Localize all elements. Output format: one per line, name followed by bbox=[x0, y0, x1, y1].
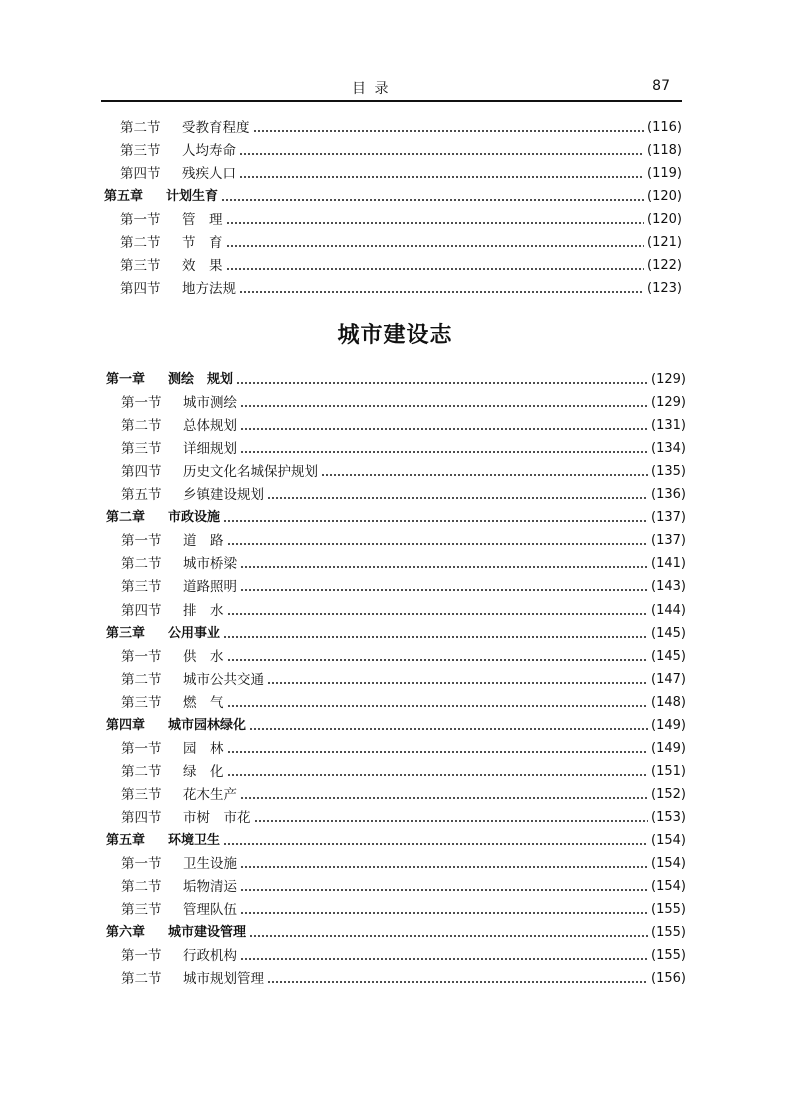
page-number: 87 bbox=[652, 78, 670, 94]
section-label: 第五节 bbox=[121, 487, 162, 503]
page-ref: (120) bbox=[647, 189, 682, 204]
page-ref: (136) bbox=[651, 487, 686, 502]
section-label: 第三节 bbox=[121, 441, 162, 457]
chapter-label: 第三章 bbox=[106, 626, 146, 641]
toc-section-row[interactable] bbox=[120, 117, 682, 139]
page-ref: (145) bbox=[651, 626, 686, 641]
toc-chapter-row[interactable] bbox=[106, 830, 686, 852]
page-ref: (120) bbox=[647, 212, 682, 227]
page-ref: (141) bbox=[651, 556, 686, 571]
section-label: 第三节 bbox=[120, 258, 161, 274]
dot-leader bbox=[267, 981, 648, 983]
dot-leader bbox=[240, 866, 648, 868]
chapter-label: 第二章 bbox=[106, 510, 146, 525]
page-ref: (134) bbox=[651, 441, 686, 456]
section-title: 受教育程度 bbox=[182, 120, 250, 136]
toc-chapter-row[interactable] bbox=[106, 507, 686, 529]
page-ref: (154) bbox=[651, 856, 686, 871]
running-header-title: 目 录 bbox=[352, 81, 391, 97]
page-ref: (152) bbox=[651, 787, 686, 802]
dot-leader bbox=[240, 405, 648, 407]
toc-section-row[interactable] bbox=[121, 784, 686, 806]
dot-leader bbox=[253, 130, 645, 132]
dot-leader bbox=[226, 245, 645, 247]
page-ref: (145) bbox=[651, 649, 686, 664]
section-title: 节 育 bbox=[182, 235, 223, 251]
dot-leader bbox=[226, 268, 645, 270]
toc-section-row[interactable] bbox=[120, 232, 682, 254]
section-label: 第二节 bbox=[121, 672, 162, 688]
dot-leader bbox=[240, 451, 648, 453]
toc-section-row[interactable] bbox=[121, 646, 686, 668]
dot-leader bbox=[240, 566, 648, 568]
chapter-label: 第一章 bbox=[106, 372, 146, 387]
toc-section-row[interactable] bbox=[121, 576, 686, 598]
section-title: 供 水 bbox=[183, 649, 224, 665]
chapter-label: 第六章 bbox=[106, 925, 146, 940]
section-title: 燃 气 bbox=[183, 695, 224, 711]
page-ref: (147) bbox=[651, 672, 686, 687]
chapter-title: 城市园林绿化 bbox=[168, 718, 247, 733]
section-label: 第二节 bbox=[120, 235, 161, 251]
section-label: 第一节 bbox=[121, 856, 162, 872]
section-label: 第四节 bbox=[121, 603, 162, 619]
toc-chapter-row[interactable] bbox=[106, 922, 686, 944]
toc-section-row[interactable] bbox=[121, 461, 686, 483]
page-ref: (119) bbox=[647, 166, 682, 181]
chapter-label: 第五章 bbox=[106, 833, 146, 848]
toc-section-row[interactable] bbox=[121, 853, 686, 875]
page-ref: (154) bbox=[651, 879, 686, 894]
dot-leader bbox=[240, 889, 648, 891]
dot-leader bbox=[240, 428, 648, 430]
section-title: 管 理 bbox=[182, 212, 223, 228]
dot-leader bbox=[267, 682, 648, 684]
section-title: 总体规划 bbox=[183, 418, 237, 434]
page-ref: (155) bbox=[651, 902, 686, 917]
toc-section-row[interactable] bbox=[121, 415, 686, 437]
dot-leader bbox=[227, 774, 649, 776]
toc-section-row[interactable] bbox=[121, 692, 686, 714]
toc-section-row[interactable] bbox=[121, 530, 686, 552]
page-ref: (131) bbox=[651, 418, 686, 433]
dot-leader bbox=[240, 958, 648, 960]
section-title: 园 林 bbox=[183, 741, 224, 757]
page-ref: (155) bbox=[651, 948, 686, 963]
dot-leader bbox=[226, 222, 645, 224]
page-ref: (118) bbox=[647, 143, 682, 158]
toc-section-row[interactable] bbox=[121, 807, 686, 829]
dot-leader bbox=[223, 843, 648, 845]
dot-leader bbox=[321, 474, 648, 476]
section-title: 管理队伍 bbox=[183, 902, 237, 918]
toc-section-row[interactable] bbox=[120, 140, 682, 162]
dot-leader bbox=[267, 497, 648, 499]
section-title: 效 果 bbox=[182, 258, 223, 274]
page-ref: (149) bbox=[651, 741, 686, 756]
section-label: 第一节 bbox=[121, 533, 162, 549]
dot-leader bbox=[254, 820, 649, 822]
dot-leader bbox=[240, 912, 648, 914]
page-ref: (156) bbox=[651, 971, 686, 986]
toc-section-row[interactable] bbox=[120, 255, 682, 277]
section-title: 道路照明 bbox=[183, 579, 237, 595]
section-label: 第三节 bbox=[121, 787, 162, 803]
toc-section-row[interactable] bbox=[121, 761, 686, 783]
section-label: 第一节 bbox=[121, 395, 162, 411]
section-title: 垢物清运 bbox=[183, 879, 237, 895]
page-ref: (123) bbox=[647, 281, 682, 296]
toc-section-row[interactable] bbox=[121, 392, 686, 414]
section-title: 行政机构 bbox=[183, 948, 237, 964]
dot-leader bbox=[223, 520, 648, 522]
page-ref: (144) bbox=[651, 603, 686, 618]
page-ref: (148) bbox=[651, 695, 686, 710]
page-ref: (116) bbox=[647, 120, 682, 135]
section-title: 绿 化 bbox=[183, 764, 224, 780]
toc-chapter-row[interactable] bbox=[106, 623, 686, 645]
toc-section-row[interactable] bbox=[120, 209, 682, 231]
page-ref: (154) bbox=[651, 833, 686, 848]
chapter-title: 测绘 规划 bbox=[168, 372, 234, 387]
page-ref: (129) bbox=[651, 372, 686, 387]
section-label: 第四节 bbox=[121, 810, 162, 826]
section-title: 地方法规 bbox=[182, 281, 236, 297]
chapter-title: 环境卫生 bbox=[168, 833, 221, 848]
page-ref: (129) bbox=[651, 395, 686, 410]
section-label: 第三节 bbox=[120, 143, 161, 159]
dot-leader bbox=[239, 176, 644, 178]
chapter-title: 计划生育 bbox=[166, 189, 219, 204]
section-label: 第三节 bbox=[121, 695, 162, 711]
chapter-title: 公用事业 bbox=[168, 626, 221, 641]
dot-leader bbox=[249, 728, 648, 730]
chapter-title: 市政设施 bbox=[168, 510, 221, 525]
section-label: 第三节 bbox=[121, 579, 162, 595]
toc-section-row[interactable] bbox=[121, 553, 686, 575]
toc-section-row[interactable] bbox=[121, 438, 686, 460]
dot-leader bbox=[239, 153, 644, 155]
dot-leader bbox=[221, 199, 644, 201]
section-title: 道 路 bbox=[183, 533, 224, 549]
section-label: 第三节 bbox=[121, 902, 162, 918]
section-title: 城市公共交通 bbox=[183, 672, 264, 688]
section-label: 第四节 bbox=[120, 166, 161, 182]
toc-section-row[interactable] bbox=[121, 968, 686, 990]
page-ref: (121) bbox=[647, 235, 682, 250]
chapter-label: 第五章 bbox=[104, 189, 144, 204]
page-ref: (143) bbox=[651, 579, 686, 594]
toc-section-row[interactable] bbox=[121, 484, 686, 506]
header-rule bbox=[101, 100, 682, 102]
section-title: 城市测绘 bbox=[183, 395, 237, 411]
section-title: 历史文化名城保护规划 bbox=[183, 464, 318, 480]
section-label: 第四节 bbox=[121, 464, 162, 480]
section-title: 花木生产 bbox=[183, 787, 237, 803]
page-ref: (135) bbox=[651, 464, 686, 479]
section-label: 第一节 bbox=[120, 212, 161, 228]
chapter-title: 城市建设管理 bbox=[168, 925, 247, 940]
section-title: 详细规划 bbox=[183, 441, 237, 457]
page-ref: (151) bbox=[651, 764, 686, 779]
dot-leader bbox=[227, 705, 649, 707]
toc-section-row[interactable] bbox=[121, 945, 686, 967]
page-ref: (137) bbox=[651, 510, 686, 525]
page-ref: (122) bbox=[647, 258, 682, 273]
section-label: 第二节 bbox=[121, 971, 162, 987]
page-ref: (155) bbox=[651, 925, 686, 940]
section-title: 乡镇建设规划 bbox=[183, 487, 264, 503]
toc-section-row[interactable] bbox=[121, 738, 686, 760]
toc-chapter-row[interactable] bbox=[104, 186, 682, 208]
dot-leader bbox=[239, 291, 644, 293]
dot-leader bbox=[227, 613, 649, 615]
section-label: 第一节 bbox=[121, 649, 162, 665]
toc-chapter-row[interactable] bbox=[106, 715, 686, 737]
toc-section-row[interactable] bbox=[121, 600, 686, 622]
section-title: 残疾人口 bbox=[182, 166, 236, 182]
dot-leader bbox=[249, 935, 648, 937]
section-label: 第二节 bbox=[121, 418, 162, 434]
part-title: 城市建设志 bbox=[337, 323, 453, 348]
section-label: 第二节 bbox=[121, 764, 162, 780]
toc-section-row[interactable] bbox=[121, 669, 686, 691]
dot-leader bbox=[240, 797, 648, 799]
dot-leader bbox=[227, 659, 649, 661]
section-title: 城市桥梁 bbox=[183, 556, 237, 572]
chapter-label: 第四章 bbox=[106, 718, 146, 733]
dot-leader bbox=[240, 589, 648, 591]
dot-leader bbox=[223, 636, 648, 638]
toc-section-row[interactable] bbox=[120, 163, 682, 185]
page-ref: (153) bbox=[651, 810, 686, 825]
section-label: 第一节 bbox=[121, 948, 162, 964]
section-label: 第二节 bbox=[121, 879, 162, 895]
section-label: 第二节 bbox=[121, 556, 162, 572]
section-label: 第一节 bbox=[121, 741, 162, 757]
section-label: 第四节 bbox=[120, 281, 161, 297]
section-title: 城市规划管理 bbox=[183, 971, 264, 987]
toc-section-row[interactable] bbox=[121, 876, 686, 898]
page-ref: (137) bbox=[651, 533, 686, 548]
toc-section-row[interactable] bbox=[121, 899, 686, 921]
toc-chapter-row[interactable] bbox=[106, 369, 686, 391]
page-ref: (149) bbox=[651, 718, 686, 733]
toc-section-row[interactable] bbox=[120, 278, 682, 300]
dot-leader bbox=[227, 751, 649, 753]
dot-leader bbox=[227, 543, 649, 545]
dot-leader bbox=[236, 382, 648, 384]
section-title: 人均寿命 bbox=[182, 143, 236, 159]
section-label: 第二节 bbox=[120, 120, 161, 136]
section-title: 排 水 bbox=[183, 603, 224, 619]
section-title: 卫生设施 bbox=[183, 856, 237, 872]
section-title: 市树 市花 bbox=[183, 810, 251, 826]
